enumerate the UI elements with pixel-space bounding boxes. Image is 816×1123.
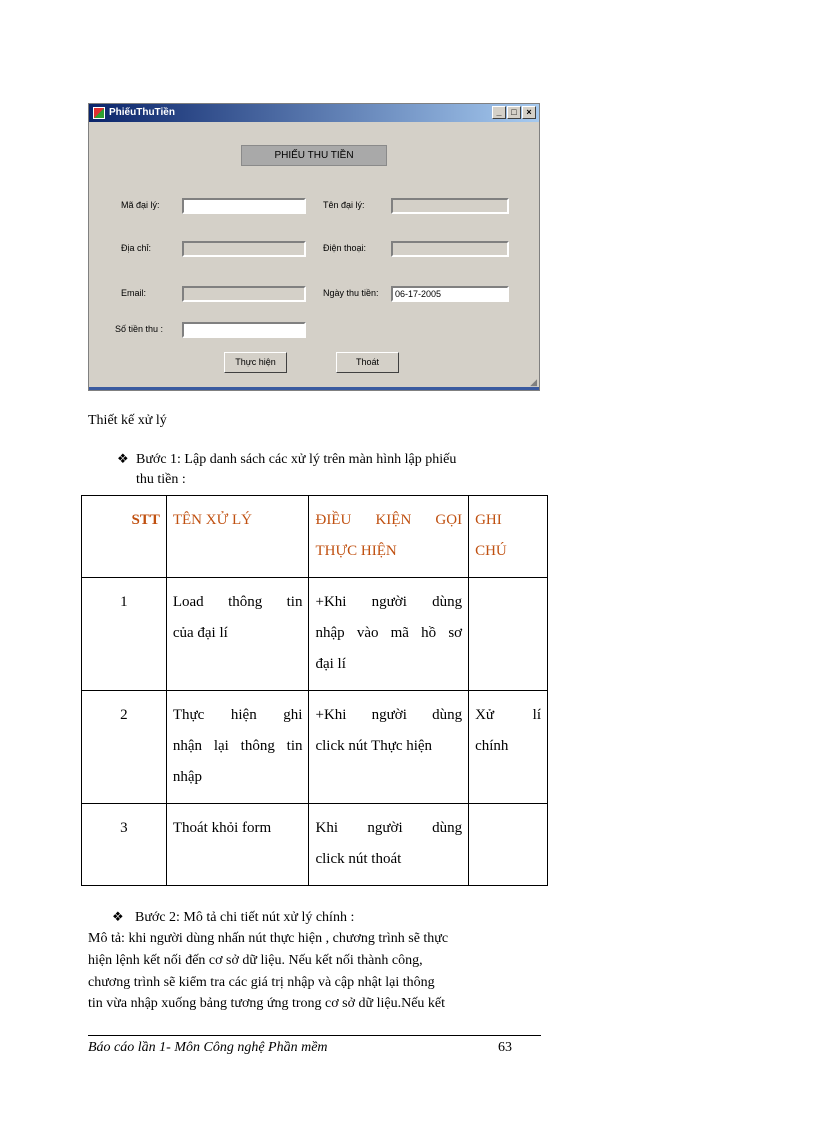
step2-title: Bước 2: Mô tả chi tiết nút xử lý chính : xyxy=(135,910,355,925)
row-ten: Thực hiện ghi nhận lại thông tin nhập xyxy=(166,691,309,804)
window-titlebar[interactable] xyxy=(89,104,539,122)
row-ten: Load thông tin của đại lí xyxy=(166,578,309,691)
table-row xyxy=(82,578,548,691)
description-line-2: hiện lệnh kết nối đến cơ sở dữ liệu. Nếu kết nối thành công, xyxy=(88,953,423,968)
header-ten-xu-ly: TÊN XỬ LÝ xyxy=(166,496,309,578)
diamond-bullet-icon: ❖ xyxy=(117,451,129,466)
footer-text: Báo cáo lần 1- Môn Công nghệ Phần mềm xyxy=(88,1040,328,1055)
maximize-button[interactable]: □ xyxy=(507,106,521,119)
description-line-1: Mô tả: khi người dùng nhấn nút thực hiện , chương trình sẽ thực xyxy=(88,931,449,946)
close-button[interactable]: × xyxy=(522,106,536,119)
ten-dai-ly-input[interactable] xyxy=(391,198,509,214)
table-header-row xyxy=(82,496,548,578)
row-dieu-kien: +Khi người dùng nhập vào mã hồ sơ đại lí xyxy=(309,578,469,691)
ngay-thu-tien-label: Ngày thu tiền: xyxy=(323,288,379,298)
row-stt: 3 xyxy=(82,804,167,886)
resize-grip-icon[interactable]: ◢ xyxy=(530,377,537,387)
processing-table xyxy=(81,495,548,886)
row-ghi-chu xyxy=(469,578,548,691)
table-row xyxy=(82,691,548,804)
dien-thoai-input[interactable] xyxy=(391,241,509,257)
row-ten: Thoát khỏi form xyxy=(166,804,309,886)
ma-dai-ly-input[interactable] xyxy=(182,198,306,214)
step1-line1: Bước 1: Lập danh sách các xử lý trên màn hình lập phiếu xyxy=(136,452,457,467)
so-tien-thu-label: Số tiền thu : xyxy=(115,324,164,334)
form-header: PHIẾU THU TIỀN xyxy=(241,145,387,166)
description-line-3: chương trình sẽ kiểm tra các giá trị nhập và cập nhật lại thông xyxy=(88,975,435,990)
minimize-button[interactable]: _ xyxy=(492,106,506,119)
thuc-hien-button[interactable]: Thực hiện xyxy=(224,352,287,373)
ma-dai-ly-label: Mã đại lý: xyxy=(121,200,160,210)
window-bottom-border xyxy=(89,387,539,390)
form-window xyxy=(88,103,540,391)
description-line-4: tin vừa nhập xuống bảng tương ứng trong cơ sở dữ liệu.Nếu kết xyxy=(88,996,446,1011)
app-icon xyxy=(93,107,105,119)
dia-chi-input[interactable] xyxy=(182,241,306,257)
email-label: Email: xyxy=(121,288,147,298)
row-dieu-kien: Khi người dùng click nút thoát xyxy=(309,804,469,886)
thoat-button[interactable]: Thoát xyxy=(336,352,399,373)
dia-chi-label: Địa chỉ: xyxy=(121,243,152,253)
diamond-bullet-icon: ❖ xyxy=(112,909,124,924)
so-tien-thu-input[interactable] xyxy=(182,322,306,338)
step1-line2: thu tiền : xyxy=(136,472,186,487)
footer-divider xyxy=(88,1035,541,1036)
ten-dai-ly-label: Tên đại lý: xyxy=(323,200,365,210)
section-title: Thiết kế xử lý xyxy=(88,413,167,428)
dien-thoai-label: Điện thoại: xyxy=(323,243,367,253)
header-ghi-chu: GHI CHÚ xyxy=(469,496,548,578)
row-dieu-kien: +Khi người dùng click nút Thực hiện xyxy=(309,691,469,804)
row-stt: 2 xyxy=(82,691,167,804)
header-stt: STT xyxy=(82,496,167,578)
header-dieu-kien: ĐIỀU KIỆN GỌI THỰC HIỆN xyxy=(309,496,469,578)
row-stt: 1 xyxy=(82,578,167,691)
window-title: PhiếuThuTiền xyxy=(109,107,175,118)
page-number: 63 xyxy=(498,1040,512,1055)
row-ghi-chu xyxy=(469,804,548,886)
ngay-thu-tien-input[interactable]: 06-17-2005 xyxy=(391,286,509,302)
email-input[interactable] xyxy=(182,286,306,302)
table-row xyxy=(82,804,548,886)
row-ghi-chu: Xử lí chính xyxy=(469,691,548,804)
